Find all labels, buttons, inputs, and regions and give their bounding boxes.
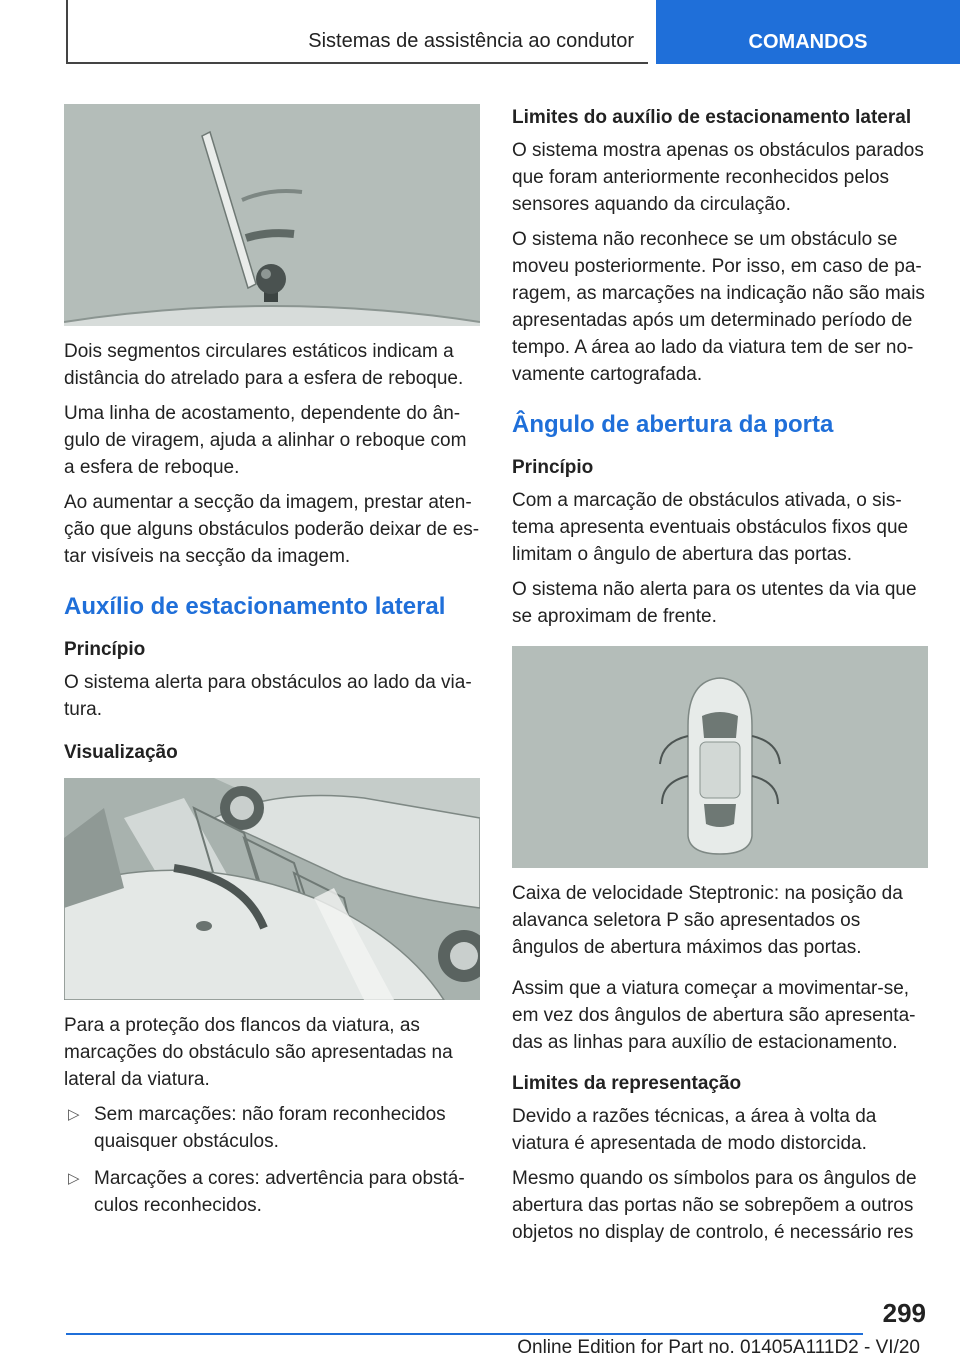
paragraph-distortion: Devido a razões técnicas, a área à volta da viatura é apresentada de modo distorcida. xyxy=(512,1106,877,1154)
heading-door-opening-angle: Ângulo de abertura da porta xyxy=(512,411,834,438)
subheading-limits: Limites do auxílio de estacionamento lateral xyxy=(512,107,912,128)
paragraph-symbols: Mesmo quando os símbolos para os ângulos de abertura das portas não se sobrepõem a outros objetos no display de controlo, é necessário res xyxy=(512,1168,917,1243)
subheading-representation-limits: Limites da representação xyxy=(512,1073,742,1094)
section-title: Sistemas de assistência ao condutor xyxy=(308,29,634,52)
page-number: 299 xyxy=(882,1298,926,1328)
right-column xyxy=(512,104,928,1254)
paragraph-door-warning: O sistema não alerta para os utentes da via que se aproximam de frente. xyxy=(512,579,917,627)
footer-edition: Online Edition for Part no. 01405A111D2 - VI/20 xyxy=(517,1337,920,1358)
side-parking-illustration xyxy=(64,778,480,1000)
door-angle-figure xyxy=(512,646,928,868)
side-parking-figure xyxy=(64,778,480,1000)
paragraph-guide-line: Uma linha de acostamento, dependente do ângulo de viragem, ajuda a alinhar o reboque com a esfera de reboque. xyxy=(64,403,467,478)
paragraph-moving: Assim que a viatura começar a movimentar-se, em vez dos ângulos de abertura são apresentadas as linhas para auxílio de estacionamento. xyxy=(512,978,916,1053)
triangle-right-icon: ▷ xyxy=(68,1106,80,1123)
figure-caption-door-angle: Caixa de velocidade Steptronic: na posição da alavanca seletora P são apresentados os ângulos de abertura máximos das portas. xyxy=(512,883,903,958)
list-item-text: Marcações a cores: advertência para obstáculos reconhecidos. xyxy=(94,1168,465,1216)
figure-caption-side-parking: Para a proteção dos flancos da viatura, as marcações do obstáculo são apresentadas na lateral da viatura. xyxy=(64,1015,453,1090)
subheading-principle: Princípio xyxy=(64,639,146,660)
paragraph-door-principle: Com a marcação de obstáculos ativada, o sistema apresenta eventuais obstáculos fixos que limitam o ângulo de abertura das portas. xyxy=(512,490,909,565)
list-item xyxy=(64,1165,480,1219)
subheading-visualization: Visualização xyxy=(64,742,178,763)
paragraph-zoom-note: Ao aumentar a secção da imagem, prestar atenção que alguns obstáculos poderão deixar de estar visíveis na secção da imagem. xyxy=(64,492,480,567)
paragraph-limits-2: O sistema não reconhece se um obstáculo se moveu posteriormente. Por isso, em caso de paragem, as marcações na indicação não são mais apresentadas após um determinado período de tempo. A área ao lado da viatura tem de ser novamente cartografada. xyxy=(512,229,925,385)
door-angle-illustration xyxy=(512,646,928,868)
figure-caption-trailer: Dois segmentos circulares estáticos indicam a distância do atrelado para a esfera de reboque. xyxy=(64,341,464,389)
subheading-principle: Princípio xyxy=(512,457,594,478)
trailer-hitch-figure xyxy=(64,104,480,326)
marking-states-list xyxy=(64,1101,480,1219)
list-item xyxy=(64,1101,480,1155)
running-header-section xyxy=(66,0,648,64)
heading-side-parking-aid: Auxílio de estacionamento lateral xyxy=(64,593,446,620)
paragraph-side-alert: O sistema alerta para obstáculos ao lado da viatura. xyxy=(64,672,472,720)
paragraph-limits-1: O sistema mostra apenas os obstáculos parados que foram anteriormente reconhecidos pelos sensores aquando da circulação. xyxy=(512,140,924,215)
triangle-right-icon: ▷ xyxy=(68,1170,80,1187)
list-item-text: Sem marcações: não foram reconhecidos quaisquer obstáculos. xyxy=(94,1104,446,1152)
left-column xyxy=(64,104,480,1229)
trailer-hitch-illustration xyxy=(64,104,480,326)
running-header-chapter xyxy=(656,0,960,64)
chapter-title: COMANDOS xyxy=(748,30,868,53)
